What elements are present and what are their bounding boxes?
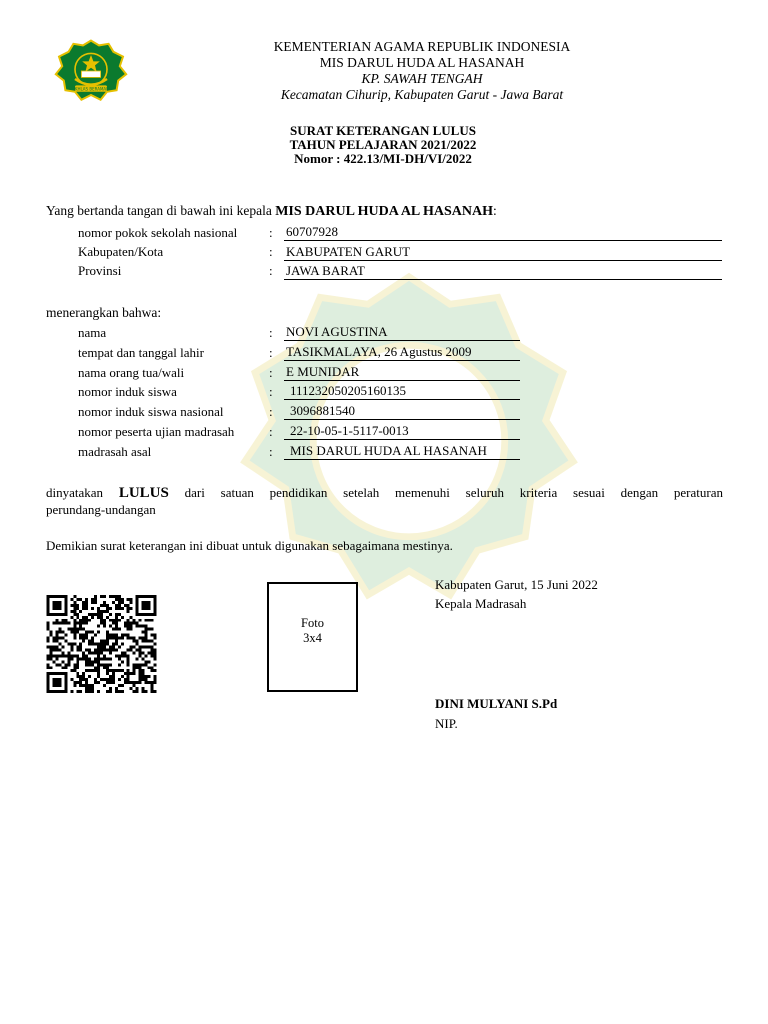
signature-name: DINI MULYANI S.Pd: [435, 696, 558, 711]
statement-line-2: perundang-undangan: [46, 502, 156, 517]
header-ministry: KEMENTERIAN AGAMA REPUBLIK INDONESIA: [273, 39, 571, 54]
colon: :: [269, 263, 273, 278]
document-number: Nomor : 422.13/MI-DH/VI/2022: [294, 151, 472, 166]
intro-school: MIS DARUL HUDA AL HASANAH: [275, 204, 494, 219]
colon: :: [269, 244, 273, 259]
colon: :: [269, 325, 273, 340]
watermark-logo-icon: [238, 270, 580, 612]
qr-code-icon: [46, 595, 157, 693]
colon: :: [269, 384, 273, 399]
student-nis-value: 111232050205160135: [284, 383, 520, 400]
academic-year: TAHUN PELAJARAN 2021/2022: [289, 137, 477, 152]
statement-line: [46, 485, 723, 501]
signature-place-date: Kabupaten Garut, 15 Juni 2022: [435, 577, 598, 592]
kemenag-logo-icon: [51, 39, 131, 103]
school-province-value: JAWA BARAT: [284, 263, 722, 280]
student-birth-value: TASIKMALAYA, 26 Agustus 2009: [284, 344, 520, 361]
student-nisn-value: 3096881540: [284, 403, 520, 420]
header-district: Kecamatan Cihurip, Kabupaten Garut - Jawa Barat: [280, 87, 564, 102]
intro-line: [46, 203, 497, 220]
school-province-label: Provinsi: [78, 263, 122, 278]
student-exam-number-value: 22-10-05-1-5117-0013: [284, 423, 520, 440]
student-parent-value: E MUNIDAR: [284, 364, 520, 381]
signature-nip: NIP.: [435, 716, 458, 731]
student-nis-label: nomor induk siswa: [78, 384, 177, 399]
student-name-value: NOVI AGUSTINA: [284, 324, 520, 341]
colon: :: [269, 444, 273, 459]
document-title: SURAT KETERANGAN LULUS: [290, 123, 476, 138]
header-address: KP. SAWAH TENGAH: [361, 71, 483, 86]
statement-rest: dari satuan pendidikan setelah memenuhi seluruh kriteria sesuai dengan peraturan: [184, 485, 723, 500]
colon: :: [269, 365, 273, 380]
photo-label: Foto: [301, 616, 324, 630]
student-exam-number-label: nomor peserta ujian madrasah: [78, 424, 235, 439]
school-npsn-label: nomor pokok sekolah nasional: [78, 225, 238, 240]
signature-position: Kepala Madrasah: [435, 596, 527, 611]
school-city-label: Kabupaten/Kota: [78, 244, 164, 259]
student-birth-label: tempat dan tanggal lahir: [78, 345, 204, 360]
statement-lulus: LULUS: [118, 485, 169, 501]
colon: :: [269, 424, 273, 439]
school-npsn-value: 60707928: [284, 224, 722, 241]
student-parent-label: nama orang tua/wali: [78, 365, 185, 380]
colon: :: [269, 345, 273, 360]
colon: :: [269, 225, 273, 240]
photo-size: 3x4: [303, 631, 322, 645]
intro-text: Yang bertanda tangan di bawah ini kepala: [46, 203, 272, 218]
student-name-label: nama: [78, 325, 107, 340]
student-origin-value: MIS DARUL HUDA AL HASANAH: [284, 443, 520, 460]
student-origin-label: madrasah asal: [78, 444, 152, 459]
intro-suffix: :: [493, 203, 497, 218]
photo-placeholder: [267, 582, 358, 692]
school-city-value: KABUPATEN GARUT: [284, 244, 722, 261]
logo-text: IKHLAS BERAMAL: [73, 86, 109, 92]
student-nisn-label: nomor induk siswa nasional: [78, 404, 224, 419]
closing-text: Demikian surat keterangan ini dibuat untuk digunakan sebagaimana mestinya.: [46, 538, 453, 553]
menerangkan-text: menerangkan bahwa:: [46, 305, 162, 320]
colon: :: [269, 404, 273, 419]
statement-prefix: dinyatakan: [46, 485, 104, 500]
header-school: MIS DARUL HUDA AL HASANAH: [319, 55, 525, 70]
